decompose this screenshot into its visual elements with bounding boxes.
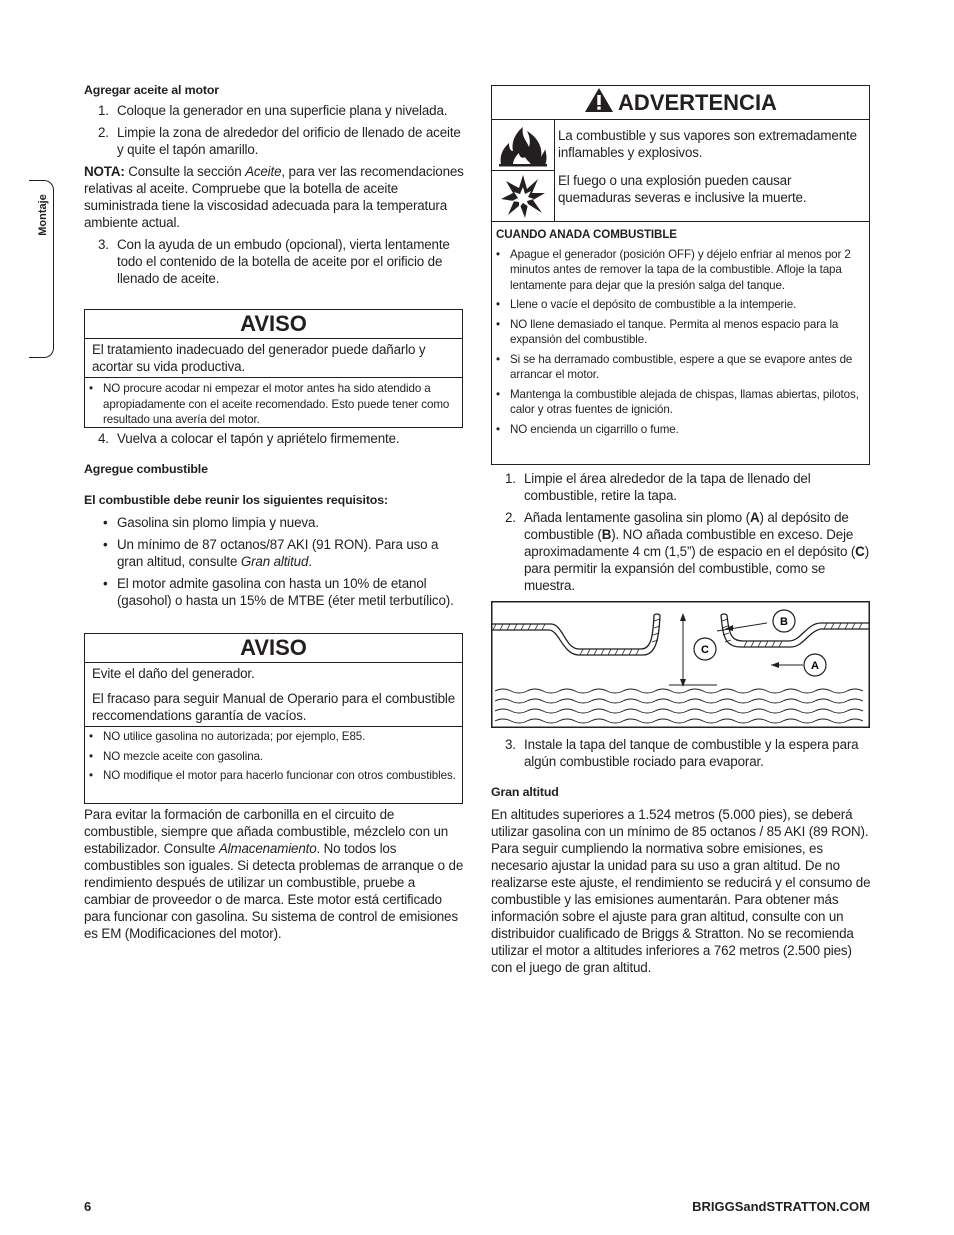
aviso-box-2 bbox=[84, 633, 463, 804]
nota: NOTA: Consulte la sección Aceite, para ver las recomendaciones relativas al aceite. Compruebe que la botella de aceite suministrada tiene la viscosidad adecuada para la temperatura ambiente actual. bbox=[84, 164, 464, 230]
oil-step-3: 3. Con la ayuda de un embudo (opcional), vierta lentamente todo el contenido de la botella de aceite por el orificio de llenado de aceite. bbox=[98, 237, 450, 286]
fuel-heading: Agregue combustible bbox=[84, 462, 208, 476]
aviso-2-text-2: El fracaso para seguir Manual de Operario para el combustible reccomendations garantía de vacíos. bbox=[85, 682, 462, 727]
page-number: 6 bbox=[84, 1199, 92, 1214]
req-item: • Gasolina sin plomo limpia y nueva. bbox=[84, 514, 464, 531]
warning-title: ADVERTENCIA bbox=[618, 90, 777, 115]
fuel-step-1: 1. Limpie el área alrededor de la tapa de llenado del combustible, retire la tapa. bbox=[505, 471, 811, 503]
callout-c: C bbox=[701, 644, 709, 656]
req-item: • El motor admite gasolina con hasta un 10% de etanol (gasohol) o hasta un 15% de MTBE (éter metil terbutílico). bbox=[84, 575, 464, 609]
aviso-1-bullet: • NO procure acodar ni empezar el motor antes ha sido atendido a apropiadamente con el aceite recomendado. Esto puede tener como resultado una avería del motor. bbox=[85, 381, 458, 428]
aviso-1-title: AVISO bbox=[85, 310, 462, 339]
left-column bbox=[84, 82, 464, 287]
oil-step-2: 2. Limpie la zona de alrededor del orificio de llenado de aceite y quite el tapón amarillo. bbox=[98, 125, 461, 157]
flame-icon bbox=[497, 123, 549, 167]
warning-bullet: • Mantenga la combustible alejada de chispas, llamas abiertas, pilotos, calor y otras fuentes de ignición. bbox=[492, 387, 865, 418]
aviso-2-bullet: • NO utilice gasolina no autorizada; por ejemplo, E85. bbox=[85, 729, 458, 745]
oil-heading: Agregar aceite al motor bbox=[84, 83, 219, 97]
warning-box bbox=[491, 85, 870, 465]
altitude-paragraph: En altitudes superiores a 1.524 metros (5.000 pies), se deberá utilizar gasolina con un mínimo de 85 octanos / 85 AKI (89 RON). Para seguir cumpliendo la normativa sobre emisiones, es necesario ajustar la unidad para su uso a gran altitud. De no realizarse este ajuste, el rendimiento se reducirá y el consumo de combustible y las emisiones aumentarán. Para obtener más información sobre el ajuste para gran altitud, consulte con un distribuidor cualificado de Briggs & Stratton. No se recomienda utilizar el motor a altitudes inferiores a 762 metros (2.500 pies) con el juego de gran altitud. bbox=[491, 807, 871, 975]
fuel-requirements-heading: El combustible debe reunir los siguientes requisitos: bbox=[84, 493, 388, 507]
section-tab bbox=[29, 180, 54, 358]
fuel-step-2: 2. Añada lentamente gasolina sin plomo (A) al depósito de combustible (B). NO añada combustible en exceso. Deje aproximadamente 4 cm (1,5”) de espacio en el depósito (C) para permitir la expansión del combustible, como se muestra. bbox=[505, 510, 870, 593]
altitude-heading: Gran altitud bbox=[491, 785, 559, 799]
req-item: • Un mínimo de 87 octanos/87 AKI (91 RON). Para uso a gran altitud, consulte Gran altitud. bbox=[84, 536, 464, 570]
aviso-2-text-1: Evite el daño del generador. bbox=[92, 666, 255, 681]
oil-step-4: 4. Vuelva a colocar el tapón y apriételo firmemente. bbox=[98, 431, 400, 446]
stabilizer-paragraph: Para evitar la formación de carbonilla en el circuito de combustible, siempre que añada combustible, mézclelo con un estabilizador. Consulte Almacenamiento. No todos los combustibles son iguales. Si detecta problemas de arranque o de rendimiento después de utilizar un combustible, pruebe a cambiar de proveedor o de marca. Este motor está certificado para funcionar con gasolina. Su sistema de control de emisiones es EM (Modificaciones del motor). bbox=[84, 807, 464, 941]
section-tab-label: Montaje bbox=[37, 194, 49, 236]
warning-header bbox=[492, 86, 869, 120]
callout-a: A bbox=[811, 660, 819, 672]
warning-bullet: • Llene o vacíe el depósito de combustible a la intemperie. bbox=[492, 297, 865, 313]
aviso-2-bullet: • NO mezcle aceite con gasolina. bbox=[85, 749, 458, 765]
warning-text-1: La combustible y sus vapores son extremadamente inflamables y explosivos. bbox=[558, 128, 857, 160]
warning-triangle-icon bbox=[584, 87, 614, 113]
left-column-2 bbox=[84, 430, 464, 609]
fuel-step-3: 3. Instale la tapa del tanque de combustible y la espera para algún combustible rociado para evaporar. bbox=[505, 737, 859, 769]
aviso-2-title: AVISO bbox=[85, 634, 462, 663]
aviso-box-1 bbox=[84, 309, 463, 428]
warning-bullet: • Apague el generador (posición OFF) y déjelo enfriar al menos por 2 minutos antes de remover la tapa de la combustible. Afloje la tapa lentamente para dejar que la presión salga del tanque. bbox=[492, 247, 865, 294]
explosion-icon bbox=[500, 173, 546, 219]
warning-subheading: CUANDO ANADA COMBUSTIBLE bbox=[496, 228, 677, 241]
right-lower bbox=[491, 736, 871, 976]
warning-bullet: • NO encienda un cigarrillo o fume. bbox=[492, 422, 865, 438]
right-steps bbox=[491, 470, 871, 594]
warning-bullet: • NO llene demasiado el tanque. Permita al menos espacio para la expansión del combustible. bbox=[492, 317, 865, 348]
aviso-1-text: El tratamiento inadecuado del generador puede dañarlo y acortar su vida productiva. bbox=[85, 339, 462, 378]
oil-step-1: 1. Coloque la generador en una superficie plana y nivelada. bbox=[98, 103, 448, 118]
warning-bullet: • Si se ha derramado combustible, espere a que se evapore antes de arrancar el motor. bbox=[492, 352, 865, 383]
footer-website: BRIGGSandSTRATTON.COM bbox=[692, 1199, 870, 1214]
callout-b: B bbox=[780, 616, 788, 628]
fuel-tank-diagram bbox=[491, 601, 870, 728]
aviso-2-bullet: • NO modifique el motor para hacerlo funcionar con otros combustibles. bbox=[85, 768, 458, 784]
warning-text-2: El fuego o una explosión pueden causar quemaduras severas e inclusive la muerte. bbox=[558, 173, 807, 205]
